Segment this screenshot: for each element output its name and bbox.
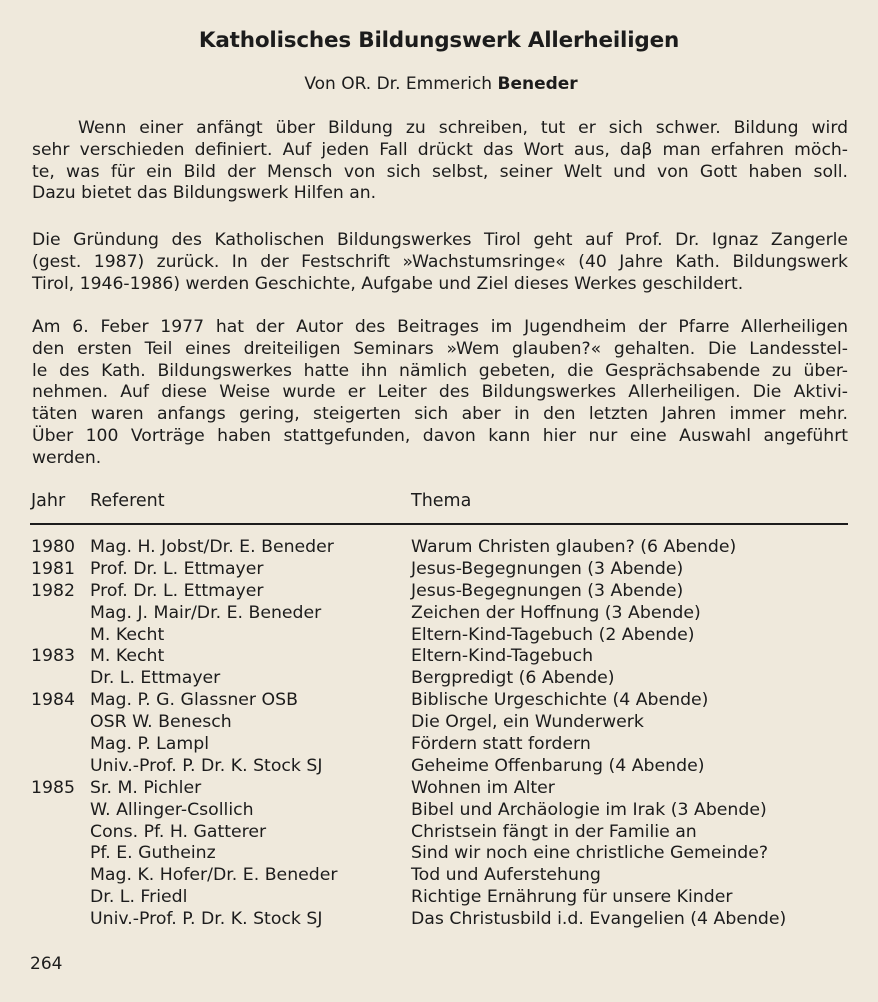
row-topic: Zeichen der Hoffnung (3 Abende) bbox=[411, 602, 701, 623]
paragraph-line: werden. bbox=[32, 447, 102, 468]
paragraph-line: Die Gründung des Katholischen Bildungswerkes Tirol geht auf Prof. Dr. Ignaz Zangerle bbox=[32, 230, 848, 250]
table-row bbox=[0, 559, 878, 581]
header-topic: Thema bbox=[411, 491, 472, 511]
paragraph-line: täten waren anfangs gering, steigerten sich aber in den letzten Jahren immer mehr. bbox=[32, 404, 848, 425]
row-topic: Jesus-Begegnungen (3 Abende) bbox=[411, 580, 684, 601]
row-referent: Mag. K. Hofer/Dr. E. Beneder bbox=[90, 865, 338, 886]
paragraph-line: nehmen. Auf diese Weise wurde er Leiter des Bildungswerkes Allerheiligen. Die Aktivi- bbox=[32, 382, 848, 403]
row-referent: Cons. Pf. H. Gatterer bbox=[90, 821, 267, 842]
row-topic: Eltern-Kind-Tagebuch (2 Abende) bbox=[411, 624, 695, 645]
table-row bbox=[0, 800, 878, 822]
paragraph-line: Am 6. Feber 1977 hat der Autor des Beitrages im Jugendheim der Pfarre Allerheiligen bbox=[32, 317, 848, 337]
row-topic: Die Orgel, ein Wunderwerk bbox=[411, 712, 644, 733]
paragraph-line: le des Kath. Bildungswerkes hatte ihn nämlich gebeten, die Gesprächsabende zu über- bbox=[32, 360, 848, 381]
row-topic: Tod und Auferstehung bbox=[411, 865, 601, 886]
byline-prefix: Von OR. Dr. Emmerich bbox=[304, 74, 498, 94]
row-referent: Mag. J. Mair/Dr. E. Beneder bbox=[90, 602, 322, 623]
row-referent: Mag. H. Jobst/Dr. E. Beneder bbox=[90, 537, 334, 557]
table-row bbox=[0, 537, 878, 559]
row-topic: Biblische Urgeschichte (4 Abende) bbox=[411, 690, 709, 711]
table-row bbox=[0, 822, 878, 844]
table-row bbox=[0, 734, 878, 756]
paragraph-line: den ersten Teil eines dreiteiligen Seminars »Wem glauben?« gehalten. Die Landesstel- bbox=[32, 338, 848, 359]
row-year: 1980 bbox=[31, 537, 75, 557]
row-referent: M. Kecht bbox=[90, 624, 165, 645]
paragraph-3 bbox=[32, 317, 848, 470]
row-topic: Warum Christen glauben? (6 Abende) bbox=[411, 537, 737, 557]
row-topic: Eltern-Kind-Tagebuch bbox=[411, 646, 594, 667]
paragraph-line: Wenn einer anfängt über Bildung zu schreiben, tut er sich schwer. Bildung wird bbox=[78, 118, 848, 138]
paragraph-line: Tirol, 1946-1986) werden Geschichte, Aufgabe und Ziel dieses Werkes geschildert. bbox=[32, 273, 744, 294]
row-referent: Mag. P. G. Glassner OSB bbox=[90, 690, 298, 711]
paragraph-2 bbox=[32, 230, 848, 295]
table-row bbox=[0, 581, 878, 603]
row-topic: Christsein fängt in der Familie an bbox=[411, 821, 697, 842]
row-referent: OSR W. Benesch bbox=[90, 712, 232, 733]
paragraph-line: Dazu bietet das Bildungswerk Hilfen an. bbox=[32, 183, 377, 204]
paragraph-line: (gest. 1987) zurück. In der Festschrift »Wachstumsringe« (40 Jahre Kath. Bildungswerk bbox=[32, 251, 848, 272]
table-row bbox=[0, 690, 878, 712]
paragraph-line: te, was für ein Bild der Mensch von sich selbst, seiner Welt und von Gott haben soll. bbox=[32, 161, 848, 182]
row-topic: Fördern statt fordern bbox=[411, 734, 591, 755]
row-referent: Pf. E. Gutheinz bbox=[90, 843, 216, 864]
table-row bbox=[0, 712, 878, 734]
article-title: Katholisches Bildungswerk Allerheiligen bbox=[198, 28, 680, 53]
header-referent: Referent bbox=[90, 491, 165, 511]
lecture-table bbox=[0, 537, 878, 931]
byline bbox=[0, 74, 878, 94]
table-row bbox=[0, 887, 878, 909]
page-number: 264 bbox=[30, 954, 63, 974]
row-referent: Sr. M. Pichler bbox=[90, 777, 202, 798]
row-topic: Das Christusbild i.d. Evangelien (4 Abende) bbox=[411, 909, 787, 930]
row-topic: Jesus-Begegnungen (3 Abende) bbox=[411, 558, 684, 579]
paragraph-1 bbox=[32, 118, 848, 205]
row-topic: Bibel und Archäologie im Irak (3 Abende) bbox=[411, 799, 767, 820]
row-topic: Richtige Ernährung für unsere Kinder bbox=[411, 887, 733, 908]
row-year: 1981 bbox=[31, 558, 75, 579]
row-year: 1983 bbox=[31, 646, 75, 667]
row-referent: Prof. Dr. L. Ettmayer bbox=[90, 580, 264, 601]
row-referent: Mag. P. Lampl bbox=[90, 734, 209, 755]
table-row bbox=[0, 646, 878, 668]
row-referent: W. Allinger-Csollich bbox=[90, 799, 254, 820]
table-row bbox=[0, 909, 878, 931]
table-row bbox=[0, 603, 878, 625]
header-year: Jahr bbox=[31, 491, 66, 511]
table-row bbox=[0, 843, 878, 865]
header-rule bbox=[30, 523, 848, 525]
table-row bbox=[0, 865, 878, 887]
paragraph-line: Über 100 Vorträge haben stattgefunden, davon kann hier nur eine Auswahl angeführt bbox=[32, 425, 848, 446]
byline-author: Beneder bbox=[497, 74, 578, 94]
row-referent: Univ.-Prof. P. Dr. K. Stock SJ bbox=[90, 755, 323, 776]
row-topic: Wohnen im Alter bbox=[411, 777, 555, 798]
paragraph-line: sehr verschieden definiert. Auf jeden Fall drückt das Wort aus, daβ man erfahren möch- bbox=[32, 139, 848, 160]
row-referent: Univ.-Prof. P. Dr. K. Stock SJ bbox=[90, 909, 323, 930]
table-row bbox=[0, 756, 878, 778]
row-referent: M. Kecht bbox=[90, 646, 165, 667]
table-row bbox=[0, 625, 878, 647]
row-referent: Prof. Dr. L. Ettmayer bbox=[90, 558, 264, 579]
row-topic: Geheime Offenbarung (4 Abende) bbox=[411, 755, 705, 776]
row-topic: Bergpredigt (6 Abende) bbox=[411, 668, 615, 689]
table-row bbox=[0, 778, 878, 800]
row-year: 1982 bbox=[31, 580, 75, 601]
table-row bbox=[0, 668, 878, 690]
row-referent: Dr. L. Friedl bbox=[90, 887, 188, 908]
row-year: 1984 bbox=[31, 690, 75, 711]
row-year: 1985 bbox=[31, 777, 75, 798]
row-referent: Dr. L. Ettmayer bbox=[90, 668, 221, 689]
row-topic: Sind wir noch eine christliche Gemeinde? bbox=[411, 843, 769, 864]
